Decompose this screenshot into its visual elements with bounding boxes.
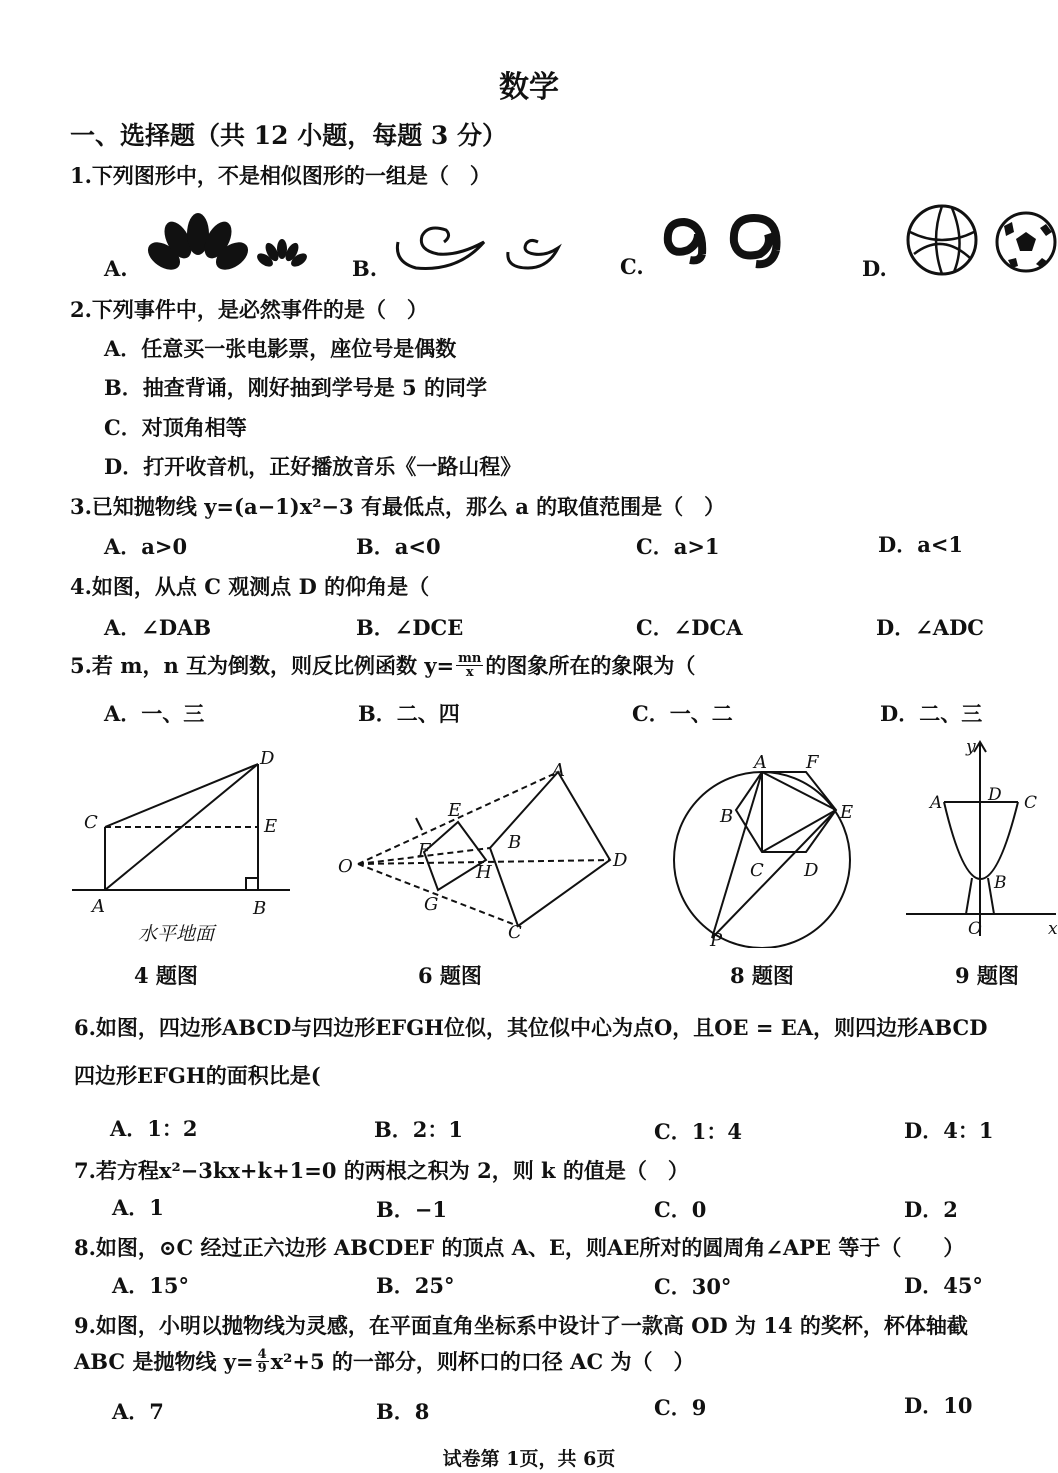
q1-swirl-nines-image — [660, 210, 800, 274]
q8-option-d: D．45° — [904, 1273, 983, 1298]
figure-8 — [668, 748, 868, 948]
fig8-caption: 8 题图 — [730, 963, 794, 988]
q9-option-a: A．7 — [112, 1399, 164, 1424]
fig8-label-d: D — [804, 860, 819, 881]
q8-option-b: B．25° — [376, 1273, 455, 1298]
q1-fan-shells-image — [140, 210, 310, 278]
q1-option-c: C. — [620, 254, 644, 279]
fig9-label-d: D — [988, 785, 1002, 805]
q9-fraction-num: 4 — [257, 1346, 267, 1362]
q9-fraction-den: 9 — [257, 1360, 267, 1376]
q3-option-c: C．a>1 — [636, 534, 720, 559]
q7-option-a: A．1 — [112, 1195, 164, 1220]
question-9-stem-line2 — [74, 1346, 695, 1376]
q1-cloud-swirls-image — [388, 212, 568, 276]
q4-option-b: B．∠DCE — [356, 615, 464, 640]
fig6-label-o: O — [338, 856, 353, 877]
q5-option-b: B．二、四 — [358, 701, 460, 726]
fig9-label-a: A — [930, 793, 943, 813]
q8-option-c: C．30° — [654, 1274, 732, 1299]
section-heading: 一、选择题（共 12 小题，每题 3 分） — [70, 121, 508, 150]
q5-option-d: D．二、三 — [880, 701, 983, 726]
question-6-stem-line2: 四边形EFGH的面积比是( — [74, 1063, 321, 1088]
fig4-ground-label: 水平地面 — [138, 923, 215, 945]
q1-option-a: A. — [104, 256, 128, 281]
fig9-label-y: y — [966, 737, 976, 757]
question-2-stem: 2.下列事件中，是必然事件的是（ ） — [70, 297, 428, 322]
q5-option-a: A．一、三 — [104, 701, 205, 726]
q5-option-c: C．一、二 — [632, 701, 733, 726]
fig8-label-a: A — [754, 752, 767, 773]
q6-option-a: A．1：2 — [110, 1116, 198, 1141]
fig6-label-g: G — [424, 894, 439, 915]
q9-stem2-pre: ABC 是抛物线 y= — [74, 1349, 254, 1374]
q3-option-b: B．a<0 — [356, 534, 441, 559]
q9-option-c: C．9 — [654, 1395, 707, 1420]
fig9-caption: 9 题图 — [955, 963, 1019, 988]
question-3-stem: 3.已知抛物线 y=(a−1)x²−3 有最低点，那么 a 的取值范围是（ ） — [70, 494, 726, 519]
fig6-label-h: H — [476, 862, 492, 883]
fig9-label-c: C — [1024, 793, 1038, 813]
question-8-stem: 8.如图，⊙C 经过正六边形 ABCDEF 的顶点 A、E，则AE所对的圆周角∠APE 等于（ ） — [74, 1235, 965, 1260]
question-4-stem: 4.如图，从点 C 观测点 D 的仰角是（ — [70, 574, 430, 599]
fig4-caption: 4 题图 — [134, 963, 198, 988]
q9-option-d: D．10 — [904, 1393, 973, 1418]
question-9-stem: 9.如图，小明以抛物线为灵感，在平面直角坐标系中设计了一款高 OD 为 14 的奖杯，杯体轴截 — [74, 1313, 968, 1338]
q5-stem-pre: 5.若 m，n 互为倒数，则反比例函数 y= — [70, 653, 455, 678]
q6-option-b: B．2：1 — [374, 1117, 463, 1142]
fig9-label-x: x — [1048, 919, 1058, 939]
page-title: 数学 — [499, 70, 559, 105]
figure-9 — [900, 736, 1058, 946]
q3-option-d: D．a<1 — [878, 532, 964, 557]
q6-option-d: D．4：1 — [904, 1118, 994, 1143]
fig6-caption: 6 题图 — [418, 963, 482, 988]
question-1-stem: 1.下列图形中，不是相似图形的一组是（ ） — [70, 163, 491, 188]
q5-stem-post: 的图象所在的象限为（ — [485, 653, 696, 678]
fig6-label-f: F — [418, 840, 431, 861]
fig8-label-e: E — [840, 802, 854, 823]
q7-option-c: C．0 — [654, 1197, 707, 1222]
q4-option-a: A．∠DAB — [104, 615, 212, 640]
fig6-label-b: B — [508, 832, 522, 853]
question-6-stem: 6.如图，四边形ABCD与四边形EFGH位似，其位似中心为点O，且OE = EA，则四边形ABCD — [74, 1015, 988, 1040]
q4-option-c: C．∠DCA — [636, 615, 743, 640]
q7-option-d: D．2 — [904, 1197, 958, 1222]
fig8-label-b: B — [720, 806, 734, 827]
question-5-stem — [70, 650, 695, 680]
q9-option-b: B．8 — [376, 1399, 430, 1424]
q7-option-b: B．−1 — [376, 1197, 447, 1222]
fig8-label-f: F — [806, 752, 819, 773]
q5-fraction — [456, 652, 483, 679]
q2-option-b: B．抽查背诵，刚好抽到学号是 5 的同学 — [104, 375, 487, 400]
q9-fraction — [256, 1348, 269, 1375]
fig4-label-a: A — [92, 896, 105, 917]
q2-option-c: C．对顶角相等 — [104, 415, 247, 440]
q9-stem2-post: x²+5 的一部分，则杯口的口径 AC 为（ ） — [270, 1349, 695, 1374]
fig9-label-o: O — [968, 919, 982, 939]
fig6-label-e: E — [448, 800, 462, 821]
question-7-stem: 7.若方程x²−3kx+k+1=0 的两根之积为 2，则 k 的值是（ ） — [74, 1158, 689, 1183]
fig9-label-b: B — [994, 873, 1007, 893]
page-footer: 试卷第 1页，共 6页 — [442, 1448, 616, 1470]
q1-balls-image — [900, 202, 1058, 282]
figure-4 — [68, 744, 298, 949]
fig6-label-d: D — [613, 850, 628, 871]
fig4-label-b: B — [253, 898, 267, 919]
fig6-label-c: C — [508, 922, 522, 943]
fig6-label-a: A — [552, 760, 565, 781]
fig4-label-c: C — [84, 812, 98, 833]
q3-option-a: A．a>0 — [104, 534, 188, 559]
q2-option-d: D．打开收音机，正好播放音乐《一路山程》 — [104, 454, 522, 479]
q4-option-d: D．∠ADC — [876, 615, 985, 640]
q5-fraction-den: x — [465, 664, 474, 680]
figure-6 — [330, 752, 630, 947]
q2-option-a: A．任意买一张电影票，座位号是偶数 — [104, 336, 457, 361]
fig8-label-c: C — [750, 860, 764, 881]
q1-option-b: B. — [352, 256, 378, 281]
q5-fraction-num: mn — [458, 650, 482, 666]
q8-option-a: A．15° — [112, 1273, 190, 1298]
fig4-label-d: D — [260, 748, 275, 769]
q1-option-d: D. — [862, 256, 887, 281]
fig8-label-p: P — [710, 930, 723, 948]
q6-option-c: C．1：4 — [654, 1119, 742, 1144]
fig4-label-e: E — [264, 816, 278, 837]
